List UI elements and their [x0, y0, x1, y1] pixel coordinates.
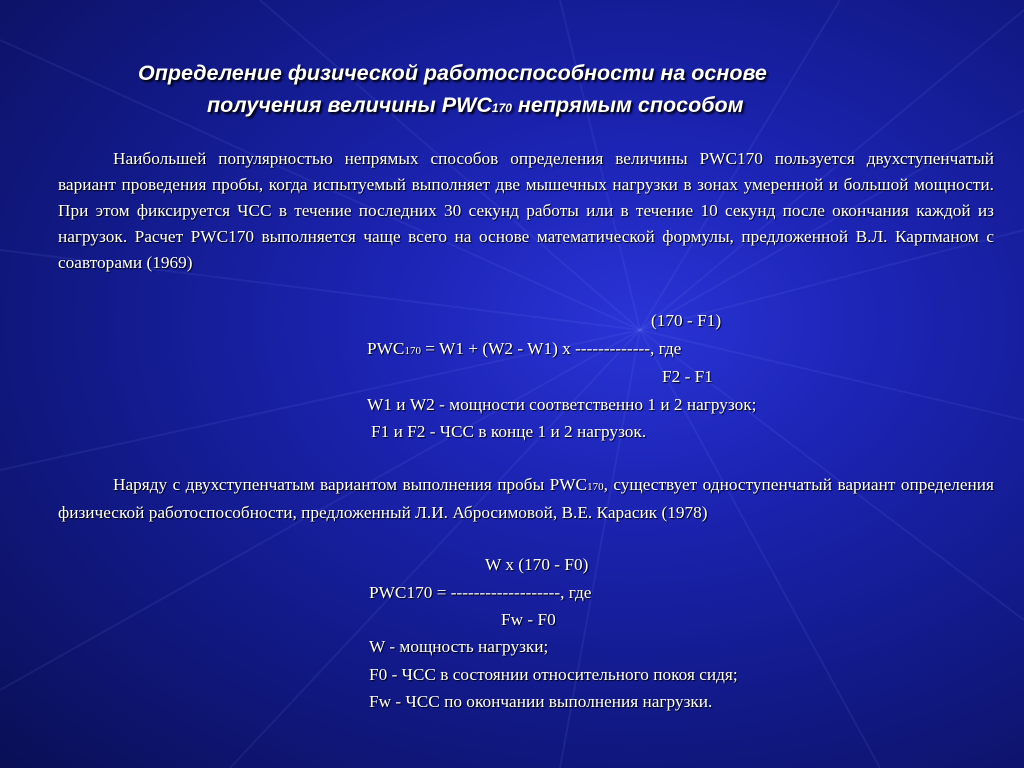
title-line-2-start: получения величины PWC: [207, 93, 492, 117]
formula2-main: PWC170 = -------------------, где: [369, 583, 592, 602]
title-subscript: 170: [491, 101, 512, 115]
paragraph2-end: , существует одноступенчатый вариант определения физической работоспособности, предложенный Л.И. Абросимовой, В.Е. Карасик (1978): [58, 475, 994, 522]
formula2-definition-w: W - мощность нагрузки;: [369, 637, 549, 656]
formula2-definition-fw: Fw - ЧСС по окончании выполнения нагрузки.: [369, 692, 713, 711]
formula2-numerator: W x (170 - F0): [485, 555, 589, 574]
formula1-main: [367, 336, 681, 364]
formula1-denominator: F2 - F1: [662, 367, 713, 386]
formula1-definition-f: F1 и F2 - ЧСС в конце 1 и 2 нагрузок.: [371, 422, 647, 441]
paragraph-two-stage: Наибольшей популярностью непрямых способов определения величины PWC170 пользуется двухступенчатый вариант проведения пробы, когда испытуемый выполняет две мышечных нагрузки в зонах умеренной и большой мощности. При этом фиксируется ЧСС в течение последних 30 секунд работы или в течение 10 секунд после окончания каждой из нагрузок. Расчет PWC170 выполняется чаще всего на основе математической формулы, предложенной В.Л. Карпманом с соавторами (1969): [58, 149, 994, 272]
formula1-definition-w: W1 и W2 - мощности соответственно 1 и 2 нагрузок;: [367, 395, 757, 414]
formula1-numerator: (170 - F1): [651, 311, 722, 330]
paragraph-one-stage: [58, 472, 994, 526]
formula1-lhs-subscript: 170: [404, 345, 421, 357]
paragraph2-start: Наряду с двухступенчатым вариантом выполнения пробы PWC: [113, 475, 588, 494]
title-line-2: [207, 90, 744, 123]
formula1-rhs: = W1 + (W2 - W1) x -------------, где: [420, 339, 682, 358]
formula2-denominator: Fw - F0: [501, 610, 556, 629]
formula1-lhs: PWC: [367, 339, 405, 358]
title-line-1: Определение физической работоспособности на основе: [138, 61, 767, 85]
paragraph2-subscript: 170: [587, 481, 604, 493]
title-line-2-end: непрямым способом: [511, 93, 744, 117]
formula2-definition-f0: F0 - ЧСС в состоянии относительного покоя сидя;: [369, 665, 738, 684]
